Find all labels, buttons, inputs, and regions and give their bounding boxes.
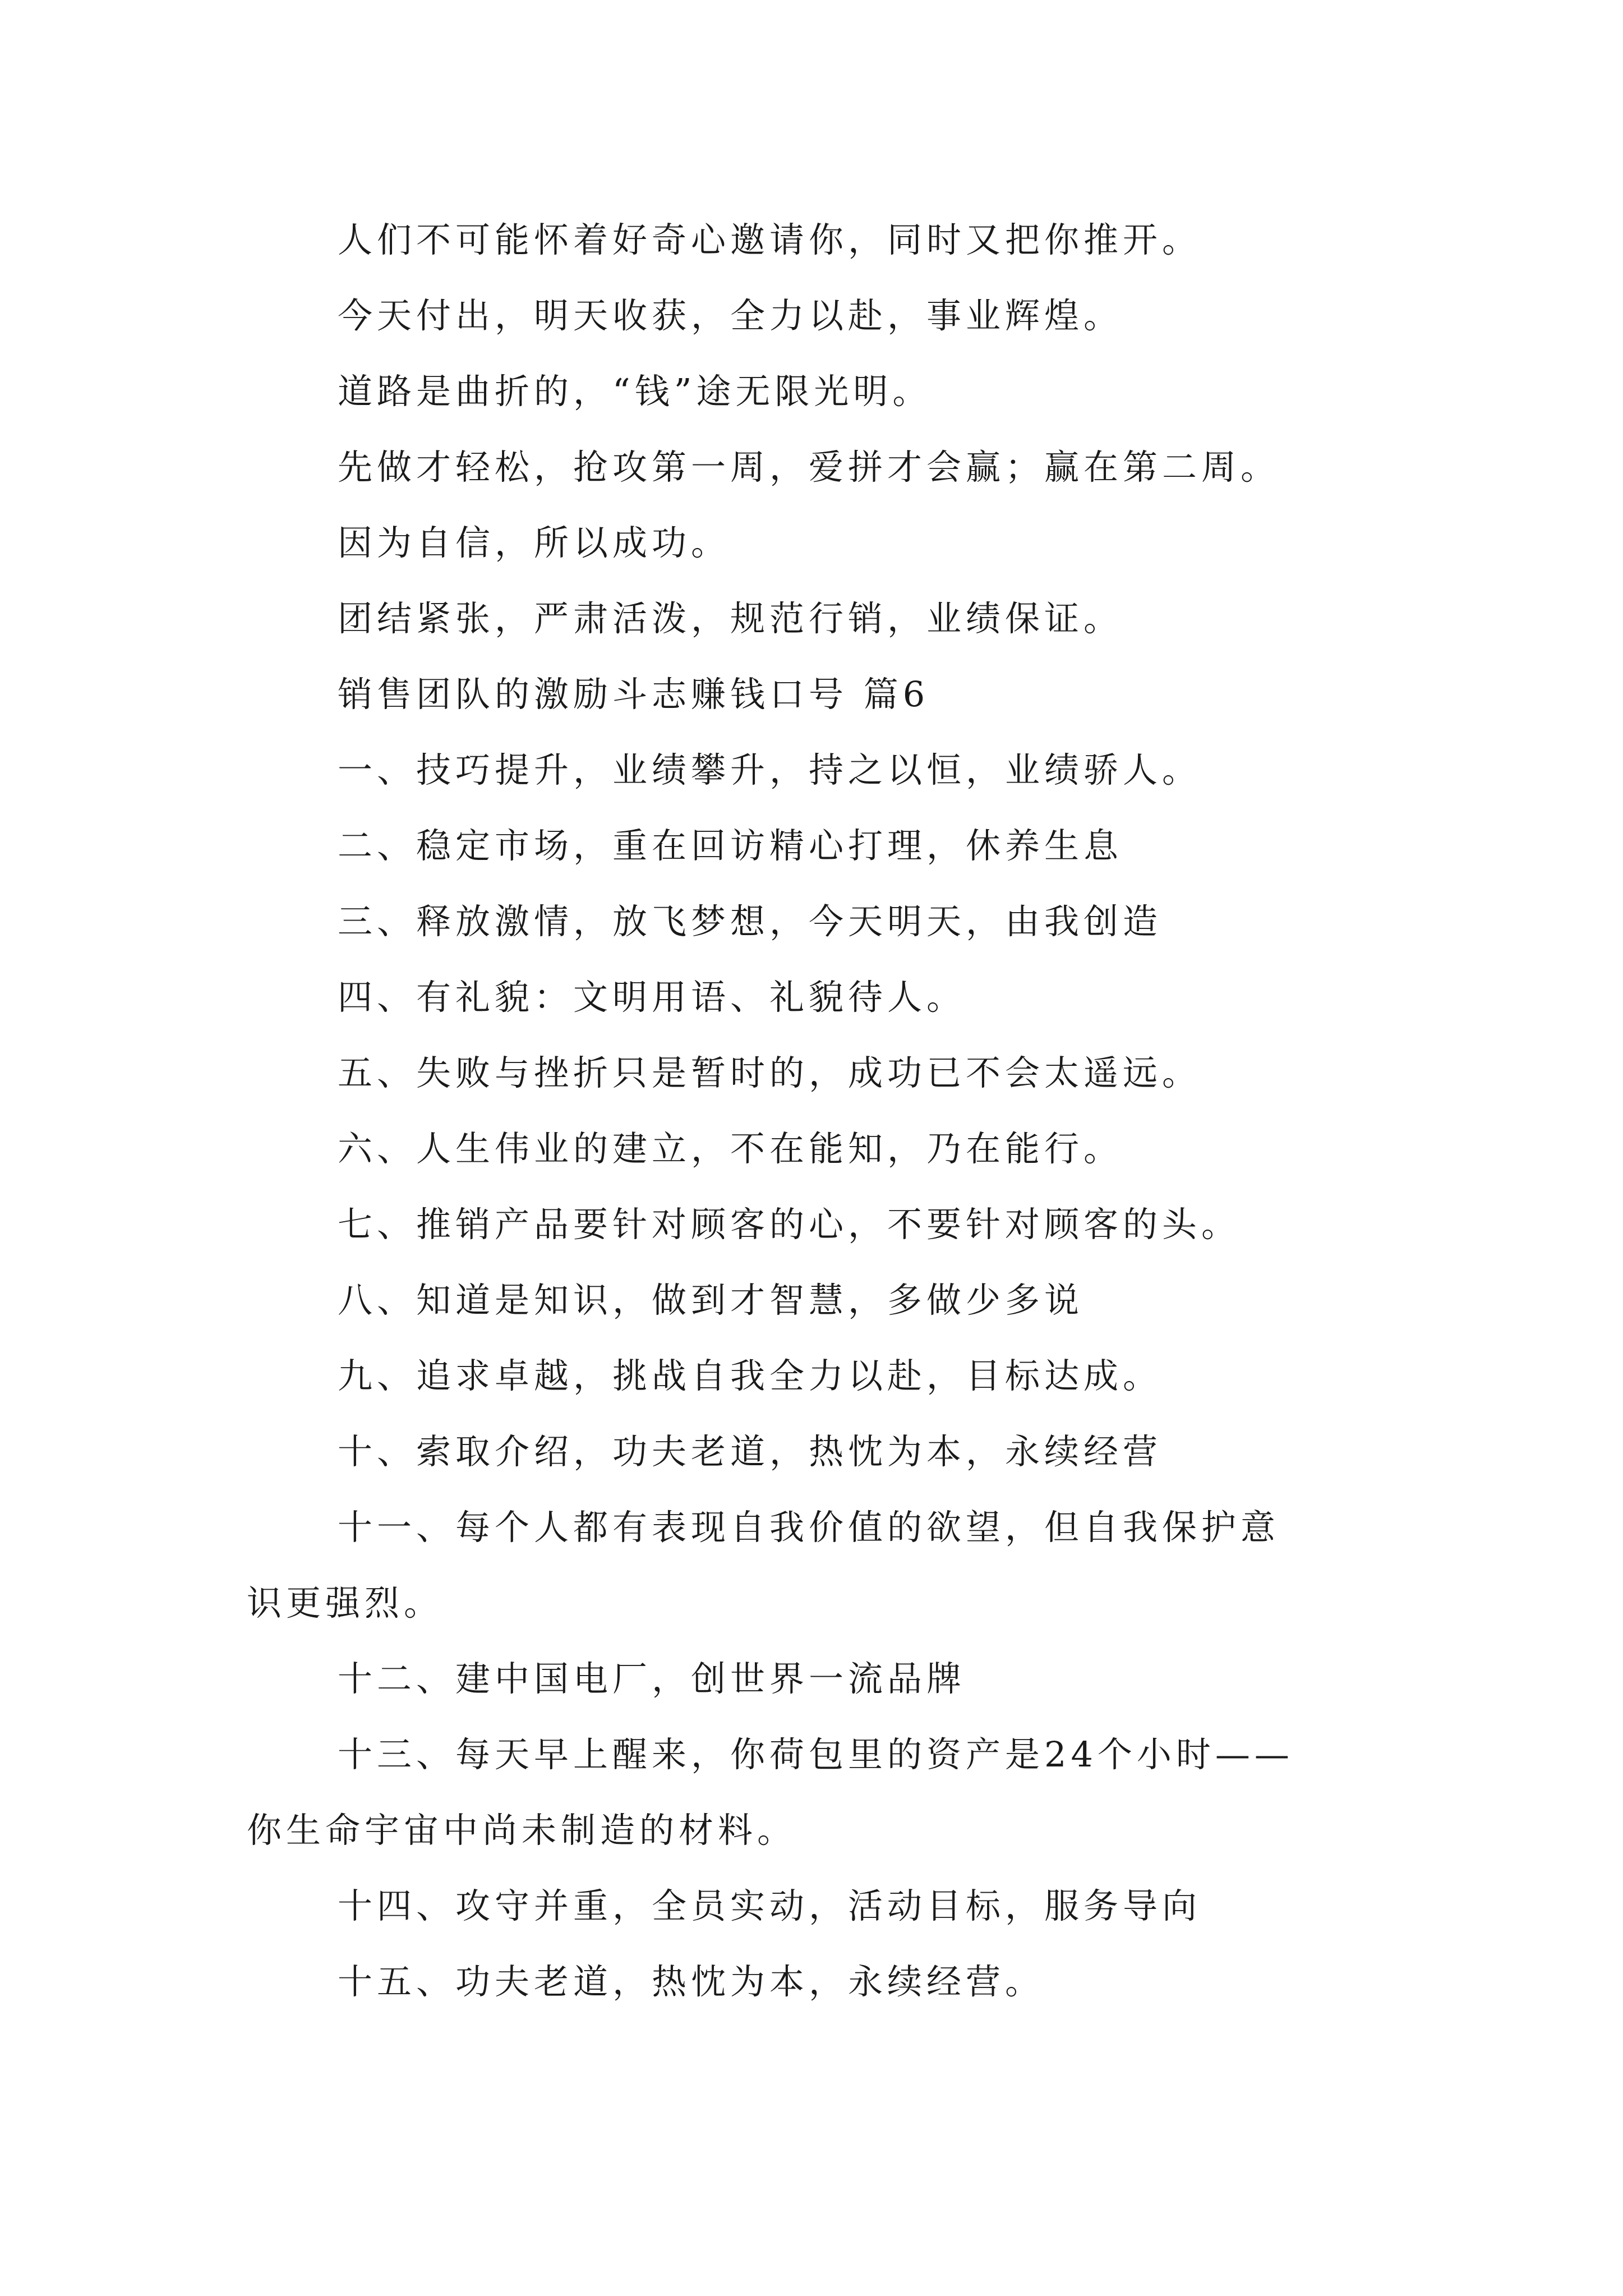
paragraph-line: 四、有礼貌：文明用语、礼貌待人。	[338, 977, 966, 1018]
paragraph-line: 八、知道是知识，做到才智慧，多做少多说	[338, 1280, 1084, 1320]
paragraph-line: 人们不可能怀着好奇心邀请你，同时又把你推开。	[338, 219, 1202, 260]
paragraph-line-continuation: 你生命宇宙中尚未制造的材料。	[247, 1810, 797, 1851]
paragraph-line: 十二、建中国电厂，创世界一流品牌	[338, 1658, 966, 1699]
document-body	[247, 202, 1396, 2019]
paragraph-line: 团结紧张，严肃活泼，规范行销，业绩保证。	[338, 598, 1123, 639]
paragraph-line-continuation: 识更强烈。	[247, 1582, 444, 1623]
paragraph-line: 因为自信，所以成功。	[338, 522, 731, 563]
paragraph-line: 五、失败与挫折只是暂时的，成功已不会太遥远。	[338, 1052, 1202, 1093]
paragraph-line: 一、技巧提升，业绩攀升，持之以恒，业绩骄人。	[338, 749, 1202, 790]
paragraph-line: 十四、攻守并重，全员实动，活动目标，服务导向	[338, 1885, 1202, 1926]
paragraph-line: 十一、每个人都有表现自我价值的欲望，但自我保护意	[338, 1507, 1280, 1548]
paragraph-line: 十五、功夫老道，热忱为本，永续经营。	[338, 1961, 1045, 2002]
paragraph-line: 先做才轻松，抢攻第一周，爱拼才会赢；赢在第二周。	[338, 447, 1280, 487]
paragraph-line: 今天付出，明天收获，全力以赴，事业辉煌。	[338, 295, 1123, 336]
paragraph-line: 二、稳定市场，重在回访精心打理，休养生息	[338, 825, 1123, 866]
paragraph-line: 三、释放激情，放飞梦想，今天明天，由我创造	[338, 901, 1163, 942]
paragraph-line: 道路是曲折的，“钱”途无限光明。	[338, 371, 932, 412]
paragraph-line: 九、追求卓越，挑战自我全力以赴，目标达成。	[338, 1355, 1163, 1396]
paragraph-line: 十三、每天早上醒来，你荷包里的资产是24个小时——	[338, 1734, 1294, 1775]
paragraph-line: 六、人生伟业的建立，不在能知，乃在能行。	[338, 1128, 1123, 1169]
paragraph-line: 十、索取介绍，功夫老道，热忱为本，永续经营	[338, 1431, 1163, 1472]
paragraph-line: 七、推销产品要针对顾客的心，不要针对顾客的头。	[338, 1204, 1241, 1245]
section-heading: 销售团队的激励斗志赚钱口号 篇6	[338, 674, 930, 715]
